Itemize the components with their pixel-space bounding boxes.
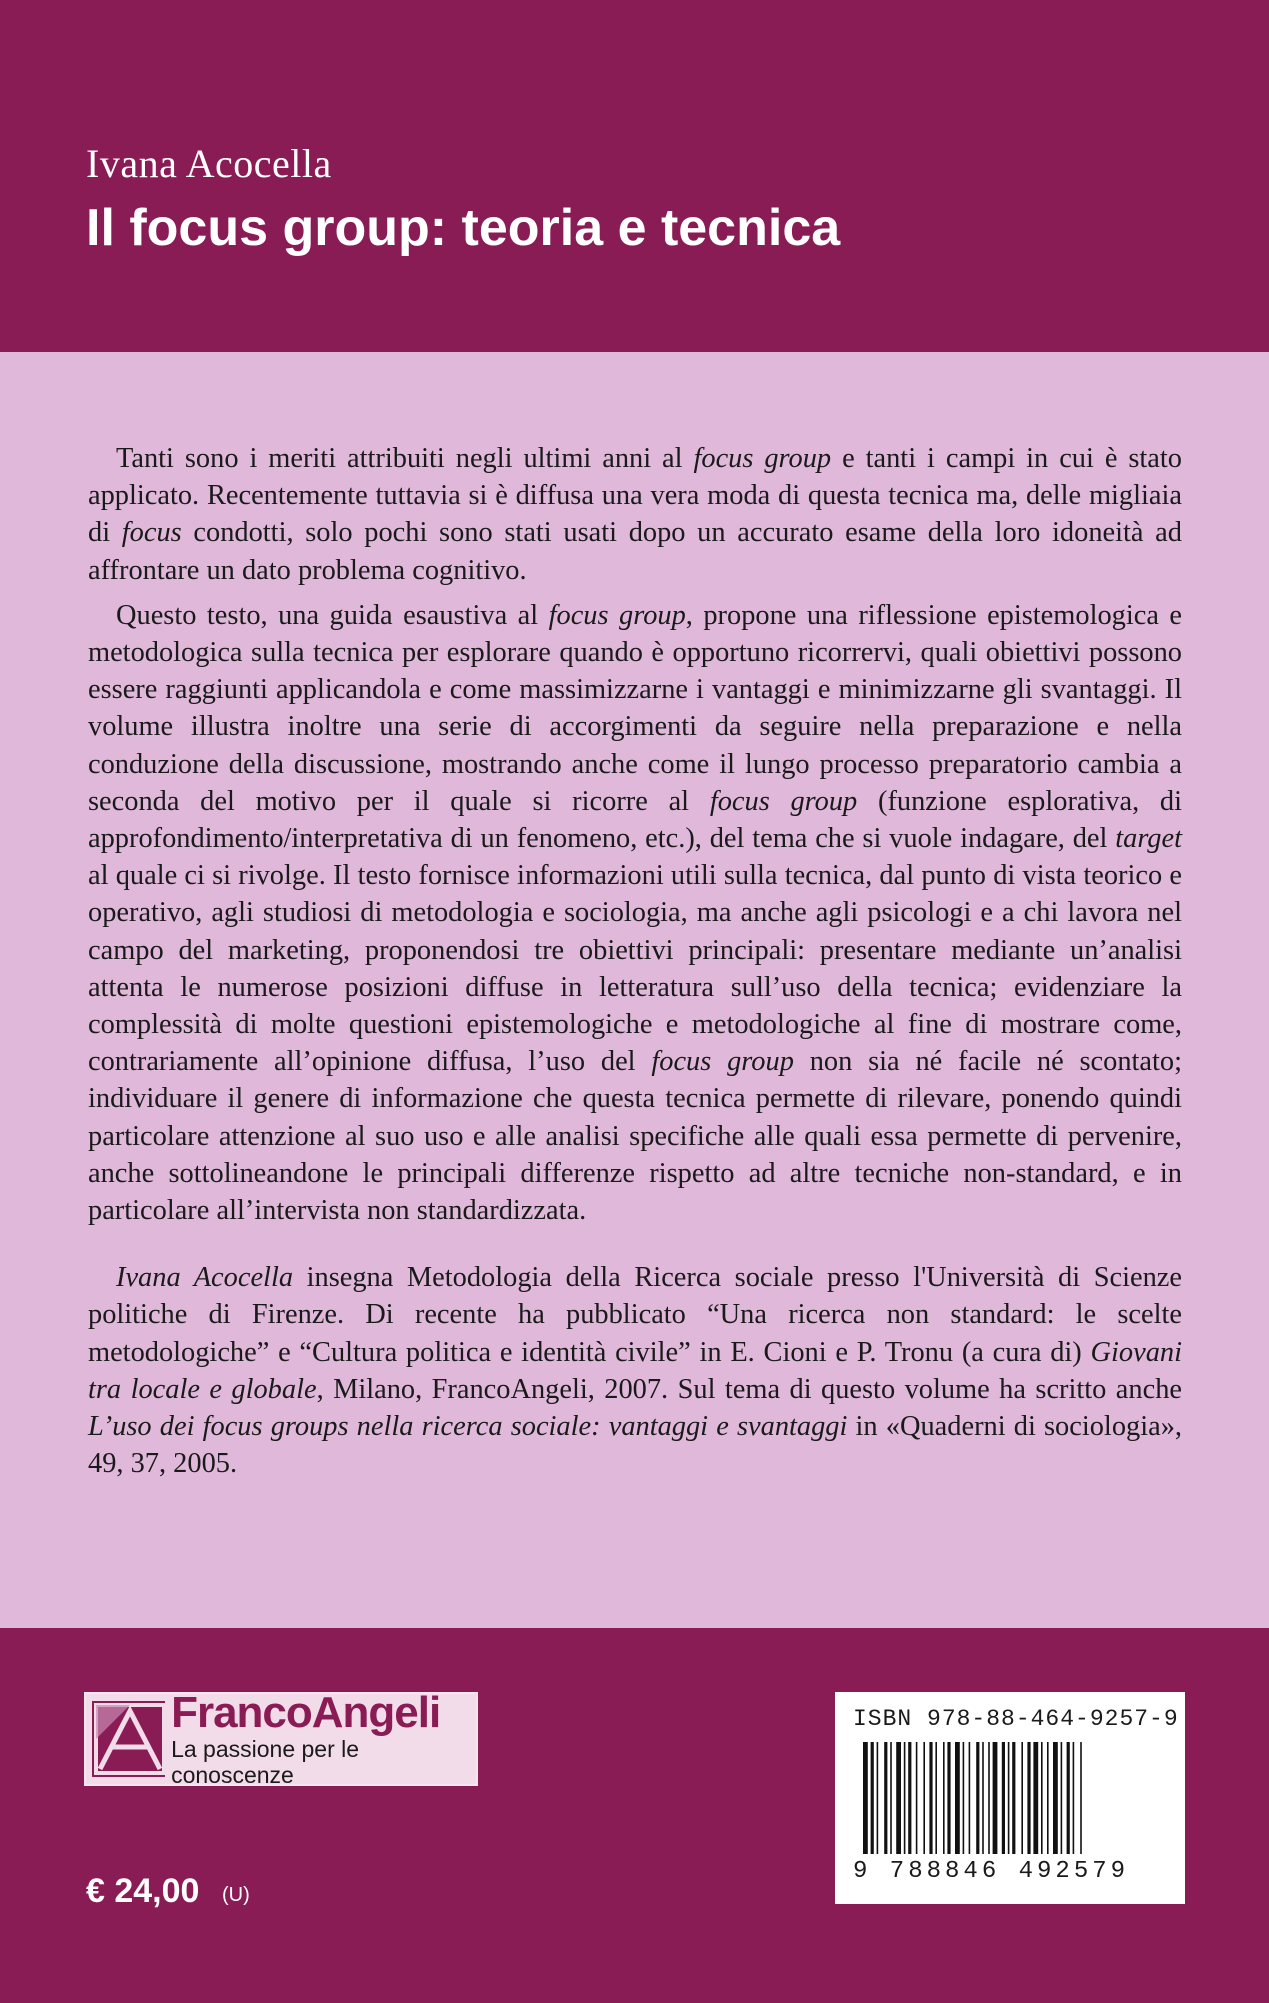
isbn-barcode-box [835, 1692, 1185, 1904]
publisher-tagline: La passione per le conoscenze [171, 1736, 360, 1788]
book-title: Il focus group: teoria e tecnica [86, 199, 841, 257]
price-code: (U) [222, 1884, 250, 1906]
blurb-paragraph-1: Tanti sono i meriti attribuiti negli ultimi anni al focus group e tanti i campi in cui è stato applicato. Recentemente tuttavia si è diffusa una vera moda di questa tecnica ma, delle migliaia di focus condotti, solo pochi sono stati usati dopo un accurato esame della loro idoneità ad affrontare un dato problema cognitivo. [88, 443, 1182, 586]
publisher-name: FrancoAngeli [171, 1688, 441, 1737]
publisher-mark-icon [92, 1701, 165, 1777]
isbn-label: ISBN 978-88-464-9257-9 [853, 1706, 1179, 1732]
blurb-paragraph-2: Questo testo, una guida esaustiva al focus group, propone una riflessione epistemologica e metodologica sulla tecnica per esplorare quando è opportuno ricorrervi, quali obiettivi possono essere raggiunti applicandola e come massimizzarne i vantaggi e minimizzarne gli svantaggi. Il volume illustra inoltre una serie di accorgimenti da seguire nella preparazione e nella conduzione della discussione, mostrando anche come il lungo processo preparatorio cambia a seconda del motivo per il quale si ricorre al focus group (funzione esplorativa, di approfondimento/interpretativa di un fenomeno, etc.), del tema che si vuole indagare, del target al quale ci si rivolge. Il testo fornisce informazioni utili sulla tecnica, dal punto di vista teorico e operativo, agli studiosi di metodologia e sociologia, ma anche agli psicologi e a chi lavora nel campo del marketing, proponendosi tre obiettivi principali: presentare mediante un’analisi attenta le numerose posizioni diffuse in letteratura sull’uso della tecnica; evidenziare la complessità di molte questioni epistemologiche e metodologiche al fine di mostrare come, contrariamente all’opinione diffusa, l’uso del focus group non sia né facile né scontato; individuare il genere di informazione che questa tecnica permette di rilevare, ponendo quindi particolare attenzione al suo uso e alle analisi specifiche alle quali essa permette di pervenire, anche sottolineandone le principali differenze rispetto ad altre tecniche non-standard, e in particolare all’intervista non standardizzata. [88, 599, 1183, 1227]
author-bio: Ivana Acocella insegna Metodologia della Ricerca sociale presso l'Università di Scienze politiche di Firenze. Di recente ha pubblicato “Una ricerca non standard: le scelte metodologiche” e “Cultura politica e identità civile” in E. Cioni e P. Tronu (a cura di) Giovani tra locale e globale, Milano, FrancoAngeli, 2007. Sul tema di questo volume ha scritto anche L’uso dei focus groups nella ricerca sociale: vantaggi e svantaggi in «Quaderni di sociologia», 49, 37, 2005. [88, 1262, 1182, 1480]
publisher-logo [84, 1688, 478, 1788]
price: € 24,00 [86, 1872, 200, 1910]
barcode-digits: 9 788846 492579 [853, 1858, 1130, 1885]
author-name: Ivana Acocella [86, 141, 332, 186]
blurb-text [88, 440, 1182, 1482]
barcode-icon [853, 1742, 1167, 1862]
